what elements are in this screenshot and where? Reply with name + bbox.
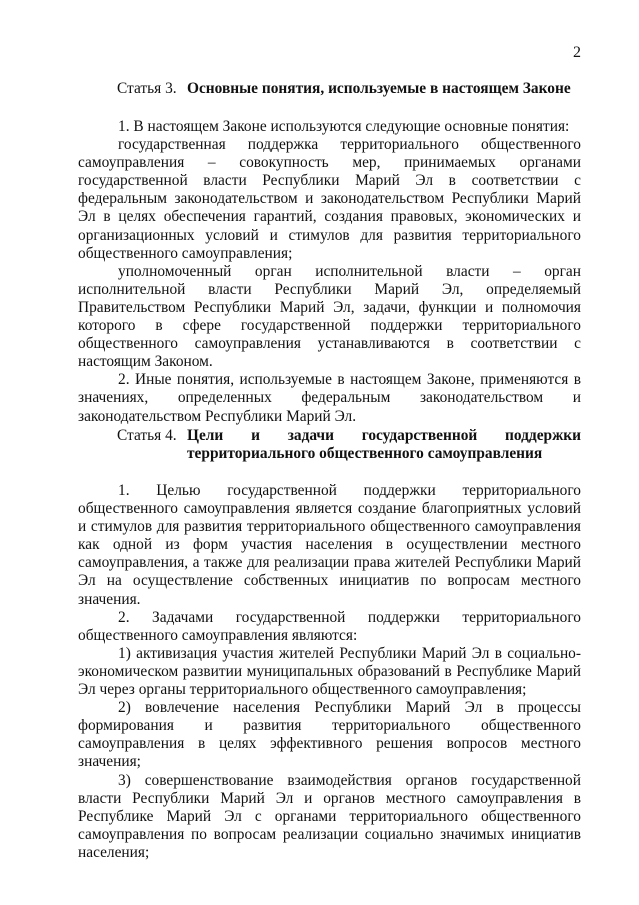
article-4-title-line1: Цели и задачи государственной поддержки: [187, 427, 581, 444]
article-4-label: Статья 4.: [117, 427, 177, 444]
article-4-body: [78, 482, 581, 862]
article-3-paragraph: 1. В настоящем Законе используются следующие основные понятия:: [118, 118, 570, 135]
article-4-paragraph: 1) активизация участия жителей Республики Марий Эл в социально-экономическом развитии муниципальных образований в Республике Марий Эл через органы территориального общественного самоуправления;: [78, 644, 581, 699]
page-number: 2: [573, 44, 581, 61]
article-3-title: Основные понятия, используемые в настоящем Законе: [187, 80, 571, 97]
article-3-heading: [117, 80, 577, 98]
article-3-paragraph: уполномоченный орган исполнительной власти – орган исполнительной власти Республики Марий Эл, определяемый Правительством Республики Марий Эл, задачи, функции и полномочия которого в сфере государственной поддержки территориального общественного самоуправления устанавливаются в соответствии с настоящим Законом.: [78, 262, 581, 371]
article-4-paragraph: 2. Задачами государственной поддержки территориального общественного самоуправления являются:: [78, 608, 581, 644]
article-4-paragraph: 2) вовлечение населения Республики Марий Эл в процессы формирования и развития территориального общественного самоуправления в целях эффективного решения вопросов местного значения;: [78, 699, 581, 771]
article-4-title: [187, 427, 581, 463]
article-4-paragraph: 1. Целью государственной поддержки территориального общественного самоуправления является создание благоприятных условий и стимулов для развития территориального общественного самоуправления как одной из форм участия населения в осуществлении местного самоуправления, а также для реализации права жителей Республики Марий Эл на осуществление собственных инициатив по вопросам местного значения.: [78, 482, 581, 608]
article-3-label: Статья 3.: [117, 80, 177, 97]
article-4-paragraph: 3) совершенствование взаимодействия органов государственной власти Республики Марий Эл и органов местного самоуправления в Республике Марий Эл с органами территориального общественного самоуправления по вопросам реализации социально значимых инициатив населения;: [78, 771, 581, 861]
article-3-paragraph: 2. Иные понятия, используемые в настоящем Законе, применяются в значениях, определенных федеральным законодательством и законодательством Республики Марий Эл.: [78, 371, 581, 425]
article-3-paragraph: государственная поддержка территориального общественного самоуправления – совокупность мер, принимаемых органами государственной власти Республики Марий Эл в соответствии с федеральным законодательством и законодательством Республики Марий Эл в целях обеспечения гарантий, создания правовых, экономических и организационных условий и стимулов для развития территориального общественного самоуправления;: [78, 136, 581, 262]
article-3-body: [78, 118, 581, 426]
article-4-title-line2: территориального общественного самоуправления: [187, 445, 543, 463]
article-4-heading: [117, 427, 581, 463]
